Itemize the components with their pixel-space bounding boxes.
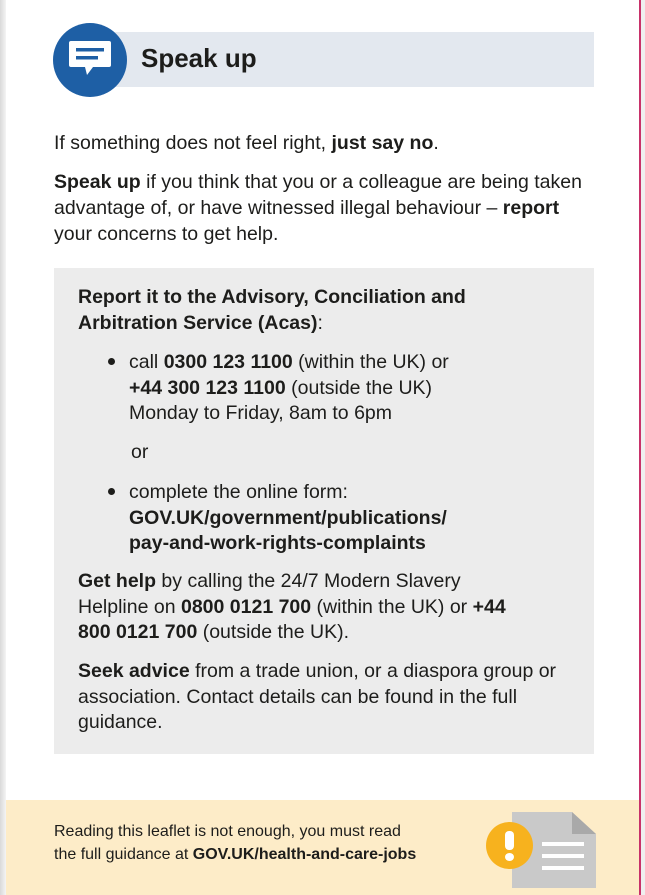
page-right-accent-line	[639, 0, 641, 895]
speak-up-paragraph: Speak up if you think that you or a colleague are being taken advantage of, or have witnessed illegal behaviour – report your concerns to get help.	[54, 171, 582, 245]
get-help-paragraph: Get help by calling the 24/7 Modern Slavery Helpline on 0800 0121 700 (within the UK) or +44 800 0121 700 (outside the UK).	[78, 570, 506, 643]
online-form-item: complete the online form: GOV.UK/government/publications/ pay-and-work-rights-complaints	[129, 481, 447, 554]
call-acas-item: call 0300 123 1100 (within the UK) or +44 300 123 1100 (outside the UK) Monday to Friday, 8am to 6pm	[129, 351, 449, 424]
acas-heading: Report it to the Advisory, Conciliation and Arbitration Service (Acas):	[78, 286, 466, 334]
bullet-dot	[108, 488, 115, 495]
footer-notice: Reading this leaflet is not enough, you must read the full guidance at GOV.UK/health-and-care-jobs	[54, 823, 417, 863]
warning-icon	[486, 822, 533, 869]
or-separator: or	[131, 441, 149, 463]
form-url-link[interactable]: GOV.UK/government/publications/	[129, 506, 447, 529]
bullet-dot	[108, 358, 115, 365]
speech-bubble-icon	[53, 23, 127, 97]
intro-line: If something does not feel right, just say no.	[54, 132, 439, 154]
page-title: Speak up	[141, 43, 257, 73]
guidance-link[interactable]: GOV.UK/health-and-care-jobs	[192, 846, 417, 863]
seek-advice-paragraph: Seek advice from a trade union, or a diaspora group or association. Contact details can be found in the full guidance.	[78, 660, 557, 733]
form-url-link-continued[interactable]: pay-and-work-rights-complaints	[129, 532, 426, 554]
page-left-edge	[0, 0, 6, 895]
